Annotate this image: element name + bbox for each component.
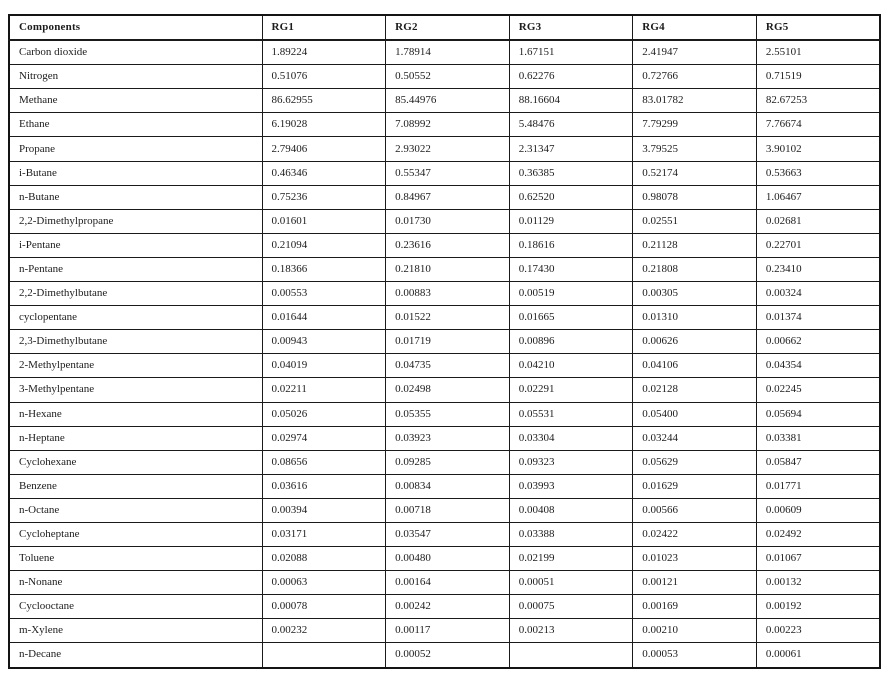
value-cell: 0.72766 — [633, 65, 757, 89]
value-cell: 0.00943 — [262, 330, 386, 354]
value-cell: 0.21094 — [262, 233, 386, 257]
value-cell: 0.00718 — [386, 498, 510, 522]
value-cell: 0.00834 — [386, 474, 510, 498]
component-cell: Nitrogen — [9, 65, 262, 89]
value-cell: 0.00051 — [509, 571, 633, 595]
table-row — [9, 643, 880, 668]
value-cell: 0.62276 — [509, 65, 633, 89]
value-cell: 0.02974 — [262, 426, 386, 450]
table-row — [9, 619, 880, 643]
value-cell: 0.01771 — [756, 474, 880, 498]
value-cell: 0.00626 — [633, 330, 757, 354]
component-cell: Methane — [9, 89, 262, 113]
value-cell: 0.01067 — [756, 547, 880, 571]
component-cell: 2,2-Dimethylbutane — [9, 282, 262, 306]
value-cell: 0.23616 — [386, 233, 510, 257]
value-cell: 0.00566 — [633, 498, 757, 522]
value-cell: 0.98078 — [633, 185, 757, 209]
value-cell: 1.06467 — [756, 185, 880, 209]
column-header-rg3: RG3 — [509, 15, 633, 40]
value-cell: 0.36385 — [509, 161, 633, 185]
table-row — [9, 282, 880, 306]
table-row — [9, 137, 880, 161]
value-cell: 3.79525 — [633, 137, 757, 161]
value-cell: 0.17430 — [509, 257, 633, 281]
value-cell: 0.00117 — [386, 619, 510, 643]
value-cell: 0.00305 — [633, 282, 757, 306]
table-row — [9, 209, 880, 233]
component-cell: 2,3-Dimethylbutane — [9, 330, 262, 354]
value-cell: 0.00132 — [756, 571, 880, 595]
component-cell: m-Xylene — [9, 619, 262, 643]
component-cell: i-Butane — [9, 161, 262, 185]
component-cell: n-Butane — [9, 185, 262, 209]
value-cell: 7.08992 — [386, 113, 510, 137]
value-cell: 0.00519 — [509, 282, 633, 306]
value-cell: 0.00553 — [262, 282, 386, 306]
column-header-components: Components — [9, 15, 262, 40]
value-cell: 0.55347 — [386, 161, 510, 185]
value-cell: 0.00213 — [509, 619, 633, 643]
component-cell: n-Hexane — [9, 402, 262, 426]
value-cell: 0.50552 — [386, 65, 510, 89]
value-cell: 0.01629 — [633, 474, 757, 498]
value-cell: 85.44976 — [386, 89, 510, 113]
value-cell: 0.04354 — [756, 354, 880, 378]
component-cell: Carbon dioxide — [9, 40, 262, 65]
value-cell: 0.01310 — [633, 306, 757, 330]
value-cell: 0.00232 — [262, 619, 386, 643]
value-cell: 0.21810 — [386, 257, 510, 281]
value-cell: 0.09285 — [386, 450, 510, 474]
value-cell: 0.00169 — [633, 595, 757, 619]
table-row — [9, 330, 880, 354]
value-cell: 0.00609 — [756, 498, 880, 522]
component-cell: n-Pentane — [9, 257, 262, 281]
value-cell: 0.02211 — [262, 378, 386, 402]
header-row — [9, 15, 880, 40]
component-cell: Toluene — [9, 547, 262, 571]
value-cell: 0.23410 — [756, 257, 880, 281]
value-cell: 7.76674 — [756, 113, 880, 137]
table-row — [9, 354, 880, 378]
table-row — [9, 233, 880, 257]
table-body — [9, 40, 880, 667]
value-cell: 0.01601 — [262, 209, 386, 233]
component-cell: Ethane — [9, 113, 262, 137]
value-cell: 0.01644 — [262, 306, 386, 330]
value-cell: 0.00662 — [756, 330, 880, 354]
table-row — [9, 498, 880, 522]
column-header-rg4: RG4 — [633, 15, 757, 40]
value-cell: 0.00192 — [756, 595, 880, 619]
component-cell: 2-Methylpentane — [9, 354, 262, 378]
component-cell: Cyclohexane — [9, 450, 262, 474]
value-cell: 86.62955 — [262, 89, 386, 113]
value-cell: 0.02498 — [386, 378, 510, 402]
component-cell: n-Nonane — [9, 571, 262, 595]
value-cell: 0.00324 — [756, 282, 880, 306]
component-cell: i-Pentane — [9, 233, 262, 257]
component-cell: n-Decane — [9, 643, 262, 668]
value-cell: 0.00078 — [262, 595, 386, 619]
value-cell: 0.01023 — [633, 547, 757, 571]
value-cell: 0.00394 — [262, 498, 386, 522]
value-cell: 0.02291 — [509, 378, 633, 402]
value-cell: 0.03547 — [386, 522, 510, 546]
component-cell: Cycloheptane — [9, 522, 262, 546]
value-cell: 0.22701 — [756, 233, 880, 257]
value-cell: 0.62520 — [509, 185, 633, 209]
value-cell: 0.00053 — [633, 643, 757, 668]
value-cell: 0.05400 — [633, 402, 757, 426]
value-cell: 0.02551 — [633, 209, 757, 233]
value-cell: 0.03381 — [756, 426, 880, 450]
value-cell: 0.02245 — [756, 378, 880, 402]
value-cell: 0.21808 — [633, 257, 757, 281]
value-cell: 2.41947 — [633, 40, 757, 65]
value-cell: 0.00121 — [633, 571, 757, 595]
component-cell: Cyclooctane — [9, 595, 262, 619]
table-header — [9, 15, 880, 40]
value-cell: 88.16604 — [509, 89, 633, 113]
table-row — [9, 450, 880, 474]
value-cell: 3.90102 — [756, 137, 880, 161]
value-cell: 0.05694 — [756, 402, 880, 426]
value-cell: 0.05847 — [756, 450, 880, 474]
value-cell: 2.55101 — [756, 40, 880, 65]
table-row — [9, 65, 880, 89]
column-header-rg1: RG1 — [262, 15, 386, 40]
value-cell: 2.93022 — [386, 137, 510, 161]
value-cell: 0.00896 — [509, 330, 633, 354]
value-cell: 0.04735 — [386, 354, 510, 378]
value-cell: 1.67151 — [509, 40, 633, 65]
value-cell: 0.01129 — [509, 209, 633, 233]
value-cell: 0.05531 — [509, 402, 633, 426]
table-row — [9, 113, 880, 137]
table-row — [9, 571, 880, 595]
table-row — [9, 185, 880, 209]
value-cell: 0.18366 — [262, 257, 386, 281]
table-row — [9, 40, 880, 65]
value-cell: 0.04106 — [633, 354, 757, 378]
table-row — [9, 522, 880, 546]
value-cell: 0.00052 — [386, 643, 510, 668]
value-cell: 0.04210 — [509, 354, 633, 378]
component-cell: 3-Methylpentane — [9, 378, 262, 402]
value-cell — [262, 643, 386, 668]
value-cell: 0.02492 — [756, 522, 880, 546]
value-cell: 0.18616 — [509, 233, 633, 257]
value-cell: 0.00075 — [509, 595, 633, 619]
component-cell: Benzene — [9, 474, 262, 498]
value-cell: 0.46346 — [262, 161, 386, 185]
value-cell: 0.00061 — [756, 643, 880, 668]
table-row — [9, 402, 880, 426]
table-row — [9, 306, 880, 330]
value-cell: 0.51076 — [262, 65, 386, 89]
value-cell: 0.84967 — [386, 185, 510, 209]
value-cell: 6.19028 — [262, 113, 386, 137]
value-cell: 2.31347 — [509, 137, 633, 161]
value-cell: 0.03304 — [509, 426, 633, 450]
value-cell: 0.71519 — [756, 65, 880, 89]
value-cell: 0.02681 — [756, 209, 880, 233]
value-cell: 0.03993 — [509, 474, 633, 498]
value-cell: 0.00164 — [386, 571, 510, 595]
value-cell: 0.03923 — [386, 426, 510, 450]
table-row — [9, 257, 880, 281]
table-row — [9, 426, 880, 450]
value-cell: 0.05629 — [633, 450, 757, 474]
value-cell: 0.03244 — [633, 426, 757, 450]
component-cell: n-Heptane — [9, 426, 262, 450]
value-cell: 0.01522 — [386, 306, 510, 330]
table-row — [9, 547, 880, 571]
value-cell: 0.04019 — [262, 354, 386, 378]
value-cell: 0.08656 — [262, 450, 386, 474]
table-row — [9, 595, 880, 619]
components-table — [8, 14, 881, 669]
value-cell: 0.02088 — [262, 547, 386, 571]
value-cell: 0.05026 — [262, 402, 386, 426]
value-cell: 2.79406 — [262, 137, 386, 161]
component-cell: 2,2-Dimethylpropane — [9, 209, 262, 233]
value-cell: 0.01719 — [386, 330, 510, 354]
value-cell: 0.00210 — [633, 619, 757, 643]
value-cell: 0.03616 — [262, 474, 386, 498]
value-cell: 0.02199 — [509, 547, 633, 571]
component-cell: n-Octane — [9, 498, 262, 522]
value-cell: 0.01730 — [386, 209, 510, 233]
table-row — [9, 89, 880, 113]
value-cell: 1.89224 — [262, 40, 386, 65]
value-cell — [509, 643, 633, 668]
value-cell: 7.79299 — [633, 113, 757, 137]
value-cell: 0.01665 — [509, 306, 633, 330]
value-cell: 0.00408 — [509, 498, 633, 522]
value-cell: 0.21128 — [633, 233, 757, 257]
value-cell: 0.00883 — [386, 282, 510, 306]
value-cell: 0.01374 — [756, 306, 880, 330]
column-header-rg5: RG5 — [756, 15, 880, 40]
value-cell: 0.02128 — [633, 378, 757, 402]
value-cell: 82.67253 — [756, 89, 880, 113]
value-cell: 0.75236 — [262, 185, 386, 209]
value-cell: 0.52174 — [633, 161, 757, 185]
table-row — [9, 474, 880, 498]
value-cell: 0.00223 — [756, 619, 880, 643]
value-cell: 83.01782 — [633, 89, 757, 113]
value-cell: 1.78914 — [386, 40, 510, 65]
column-header-rg2: RG2 — [386, 15, 510, 40]
value-cell: 0.53663 — [756, 161, 880, 185]
value-cell: 0.00063 — [262, 571, 386, 595]
value-cell: 0.05355 — [386, 402, 510, 426]
value-cell: 0.00242 — [386, 595, 510, 619]
value-cell: 5.48476 — [509, 113, 633, 137]
value-cell: 0.09323 — [509, 450, 633, 474]
value-cell: 0.02422 — [633, 522, 757, 546]
table-row — [9, 161, 880, 185]
value-cell: 0.00480 — [386, 547, 510, 571]
component-cell: Propane — [9, 137, 262, 161]
value-cell: 0.03171 — [262, 522, 386, 546]
component-cell: cyclopentane — [9, 306, 262, 330]
value-cell: 0.03388 — [509, 522, 633, 546]
table-row — [9, 378, 880, 402]
